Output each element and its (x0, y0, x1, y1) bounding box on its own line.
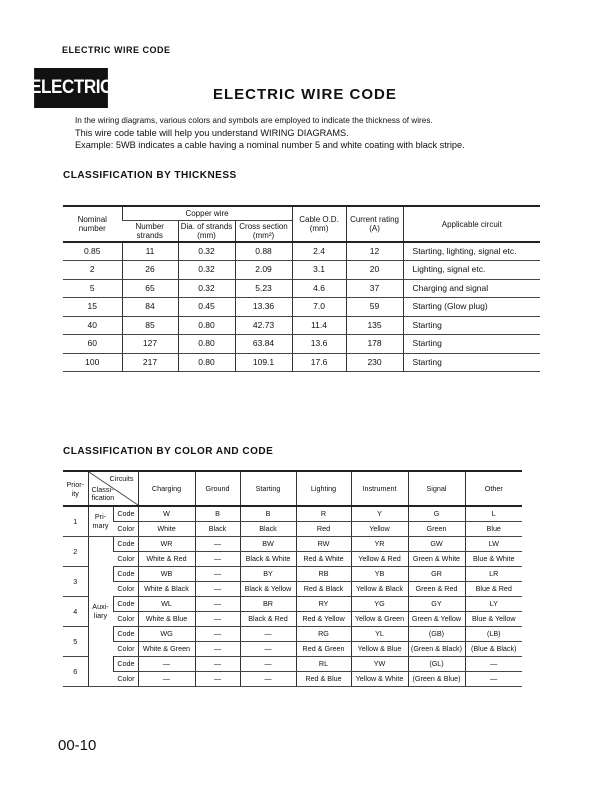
thickness-cell: 230 (346, 353, 403, 372)
thickness-cell: 11 (122, 242, 178, 261)
color-table-row (63, 641, 522, 656)
code-cell: — (240, 626, 296, 641)
code-cell: R (296, 506, 351, 521)
thickness-cell: 26 (122, 261, 178, 280)
thickness-cell: 178 (346, 335, 403, 354)
color-cell: Yellow (351, 521, 408, 536)
code-cell: YW (351, 656, 408, 671)
priority-cell: 5 (63, 626, 88, 656)
priority-cell: 4 (63, 596, 88, 626)
page-title: ELECTRIC WIRE CODE (213, 86, 397, 103)
header-current: Current rating (A) (346, 206, 403, 242)
header-col: Lighting (296, 471, 351, 506)
thickness-cell: 63.84 (235, 335, 292, 354)
thickness-cell: 40 (63, 316, 122, 335)
thickness-cell: 0.88 (235, 242, 292, 261)
thickness-cell: 20 (346, 261, 403, 280)
color-table-row (63, 521, 522, 536)
thickness-cell: 5 (63, 279, 122, 298)
thickness-cell: 100 (63, 353, 122, 372)
color-cell: Yellow & Black (351, 581, 408, 596)
color-cell: (Green & Black) (408, 641, 465, 656)
color-cell: Green & White (408, 551, 465, 566)
thickness-cell: 0.32 (178, 261, 235, 280)
code-cell: GR (408, 566, 465, 581)
thickness-cell: 2.4 (292, 242, 346, 261)
code-cell: BW (240, 536, 296, 551)
thickness-row (63, 279, 540, 298)
color-table-row (63, 506, 522, 521)
color-table-row (63, 581, 522, 596)
intro-text (75, 115, 465, 151)
code-cell: WR (138, 536, 195, 551)
thickness-row (63, 353, 540, 372)
priority-cell: 1 (63, 506, 88, 536)
color-cell: — (195, 581, 240, 596)
code-cell: YL (351, 626, 408, 641)
color-table-row (63, 596, 522, 611)
thickness-row (63, 316, 540, 335)
color-cell: White & Black (138, 581, 195, 596)
code-cell: BY (240, 566, 296, 581)
color-cell: Blue & Yellow (465, 611, 522, 626)
thickness-cell: Starting (403, 353, 540, 372)
code-cell: G (408, 506, 465, 521)
code-cell: LW (465, 536, 522, 551)
header-col: Instrument (351, 471, 408, 506)
thickness-cell: 42.73 (235, 316, 292, 335)
color-cell: — (195, 611, 240, 626)
color-label: Color (113, 521, 138, 536)
priority-cell: 3 (63, 566, 88, 596)
thickness-cell: Starting, lighting, signal etc. (403, 242, 540, 261)
code-cell: — (138, 656, 195, 671)
color-cell: Black & Yellow (240, 581, 296, 596)
classification-primary: Pri-mary (88, 506, 113, 536)
thickness-cell: 127 (122, 335, 178, 354)
thickness-cell: 12 (346, 242, 403, 261)
thickness-cell: 0.45 (178, 298, 235, 317)
code-cell: (GB) (408, 626, 465, 641)
code-cell: RG (296, 626, 351, 641)
color-cell: Black & White (240, 551, 296, 566)
thickness-cell: 135 (346, 316, 403, 335)
code-cell: — (195, 626, 240, 641)
color-cell: Black & Red (240, 611, 296, 626)
header-col: Signal (408, 471, 465, 506)
code-label: Code (113, 656, 138, 671)
code-label: Code (113, 506, 138, 521)
header-copper: Copper wire (122, 206, 292, 220)
color-cell: Green (408, 521, 465, 536)
code-label: Code (113, 596, 138, 611)
color-table-row (63, 611, 522, 626)
code-cell: Y (351, 506, 408, 521)
section-logo: ELECTRIC (34, 68, 108, 108)
color-label: Color (113, 641, 138, 656)
header-circuits: Circuits (109, 474, 134, 483)
color-cell: — (195, 641, 240, 656)
color-label: Color (113, 611, 138, 626)
color-cell: Red & White (296, 551, 351, 566)
header-dia: Dia. of strands (mm) (178, 220, 235, 242)
color-label: Color (113, 551, 138, 566)
thickness-cell: 11.4 (292, 316, 346, 335)
code-cell: RY (296, 596, 351, 611)
color-code-table (63, 470, 522, 687)
thickness-cell: 217 (122, 353, 178, 372)
code-cell: (LB) (465, 626, 522, 641)
intro-line: Example: 5WB indicates a cable having a nominal number 5 and white coating with black stripe. (75, 140, 465, 150)
code-cell: LY (465, 596, 522, 611)
code-cell: B (195, 506, 240, 521)
thickness-cell: 109.1 (235, 353, 292, 372)
color-cell: — (240, 671, 296, 686)
code-cell: WB (138, 566, 195, 581)
code-cell: RW (296, 536, 351, 551)
color-label: Color (113, 581, 138, 596)
thickness-row (63, 261, 540, 280)
code-cell: L (465, 506, 522, 521)
color-cell: (Blue & Black) (465, 641, 522, 656)
thickness-cell: 7.0 (292, 298, 346, 317)
color-table-row (63, 551, 522, 566)
color-cell: Blue (465, 521, 522, 536)
header-app: Applicable circuit (403, 206, 540, 242)
thickness-cell: 59 (346, 298, 403, 317)
intro-line: This wire code table will help you understand WIRING DIAGRAMS. (75, 128, 349, 138)
color-cell: Yellow & Red (351, 551, 408, 566)
code-cell: GW (408, 536, 465, 551)
color-table-row (63, 626, 522, 641)
code-cell: W (138, 506, 195, 521)
header-strands: Number strands (122, 220, 178, 242)
code-label: Code (113, 626, 138, 641)
code-cell: YB (351, 566, 408, 581)
code-cell: WG (138, 626, 195, 641)
header-col: Charging (138, 471, 195, 506)
color-cell: Yellow & Green (351, 611, 408, 626)
color-cell: Blue & Red (465, 581, 522, 596)
thickness-cell: 0.85 (63, 242, 122, 261)
intro-line: In the wiring diagrams, various colors and symbols are employed to indicate the thickness of wires. (75, 116, 433, 125)
thickness-cell: 0.80 (178, 316, 235, 335)
color-cell: Red & Black (296, 581, 351, 596)
color-cell: Red & Blue (296, 671, 351, 686)
code-cell: B (240, 506, 296, 521)
thickness-cell: 0.80 (178, 353, 235, 372)
color-cell: Red & Yellow (296, 611, 351, 626)
code-cell: GY (408, 596, 465, 611)
color-cell: White (138, 521, 195, 536)
thickness-cell: 0.32 (178, 242, 235, 261)
thickness-cell: 4.6 (292, 279, 346, 298)
color-cell: Black (240, 521, 296, 536)
color-cell: Green & Red (408, 581, 465, 596)
thickness-row (63, 242, 540, 261)
color-cell: Green & Yellow (408, 611, 465, 626)
code-cell: YG (351, 596, 408, 611)
color-cell: White & Green (138, 641, 195, 656)
thickness-cell: 13.36 (235, 298, 292, 317)
color-cell: White & Red (138, 551, 195, 566)
code-cell: — (195, 656, 240, 671)
code-cell: YR (351, 536, 408, 551)
thickness-cell: Starting (Glow plug) (403, 298, 540, 317)
thickness-cell: 65 (122, 279, 178, 298)
color-cell: Black (195, 521, 240, 536)
code-cell: — (195, 536, 240, 551)
code-cell: BR (240, 596, 296, 611)
thickness-cell: 2 (63, 261, 122, 280)
color-cell: — (240, 641, 296, 656)
color-cell: — (465, 671, 522, 686)
header-nominal: Nominal number (63, 206, 122, 242)
code-cell: RB (296, 566, 351, 581)
color-cell: Yellow & Blue (351, 641, 408, 656)
header-col: Starting (240, 471, 296, 506)
code-cell: — (195, 566, 240, 581)
header-classification: Classi-fication (91, 485, 115, 502)
color-cell: — (195, 551, 240, 566)
thickness-cell: 85 (122, 316, 178, 335)
classification-auxiliary: Auxi-liary (88, 536, 113, 686)
thickness-heading: CLASSIFICATION BY THICKNESS (63, 170, 237, 181)
priority-cell: 2 (63, 536, 88, 566)
header-cross: Cross section (mm²) (235, 220, 292, 242)
thickness-cell: Lighting, signal etc. (403, 261, 540, 280)
code-cell: WL (138, 596, 195, 611)
code-label: Code (113, 536, 138, 551)
header-od: Cable O.D. (mm) (292, 206, 346, 242)
color-heading: CLASSIFICATION BY COLOR AND CODE (63, 446, 274, 457)
thickness-cell: Starting (403, 335, 540, 354)
code-cell: RL (296, 656, 351, 671)
header-diagonal (88, 471, 138, 506)
color-cell: (Green & Blue) (408, 671, 465, 686)
thickness-cell: 17.6 (292, 353, 346, 372)
color-cell: Yellow & White (351, 671, 408, 686)
color-cell: Red (296, 521, 351, 536)
header-col: Ground (195, 471, 240, 506)
thickness-cell: 5.23 (235, 279, 292, 298)
thickness-cell: 3.1 (292, 261, 346, 280)
priority-cell: 6 (63, 656, 88, 686)
color-table-row (63, 566, 522, 581)
header-col: Other (465, 471, 522, 506)
code-cell: — (465, 656, 522, 671)
color-table-row (63, 656, 522, 671)
code-cell: (GL) (408, 656, 465, 671)
thickness-cell: 13.6 (292, 335, 346, 354)
thickness-cell: Charging and signal (403, 279, 540, 298)
color-cell: — (195, 671, 240, 686)
color-cell: White & Blue (138, 611, 195, 626)
code-cell: LR (465, 566, 522, 581)
color-cell: — (138, 671, 195, 686)
thickness-cell: 0.80 (178, 335, 235, 354)
color-table-row (63, 536, 522, 551)
color-cell: Blue & White (465, 551, 522, 566)
thickness-cell: Starting (403, 316, 540, 335)
thickness-row (63, 335, 540, 354)
page-number: 00-10 (58, 737, 97, 754)
running-header: ELECTRIC WIRE CODE (62, 45, 171, 55)
thickness-table (63, 205, 540, 372)
thickness-cell: 2.09 (235, 261, 292, 280)
thickness-cell: 60 (63, 335, 122, 354)
color-label: Color (113, 671, 138, 686)
thickness-cell: 37 (346, 279, 403, 298)
thickness-row (63, 298, 540, 317)
code-cell: — (195, 596, 240, 611)
header-priority: Prior-ity (63, 471, 88, 506)
thickness-cell: 15 (63, 298, 122, 317)
color-table-row (63, 671, 522, 686)
color-cell: Red & Green (296, 641, 351, 656)
thickness-cell: 84 (122, 298, 178, 317)
code-cell: — (240, 656, 296, 671)
code-label: Code (113, 566, 138, 581)
thickness-cell: 0.32 (178, 279, 235, 298)
